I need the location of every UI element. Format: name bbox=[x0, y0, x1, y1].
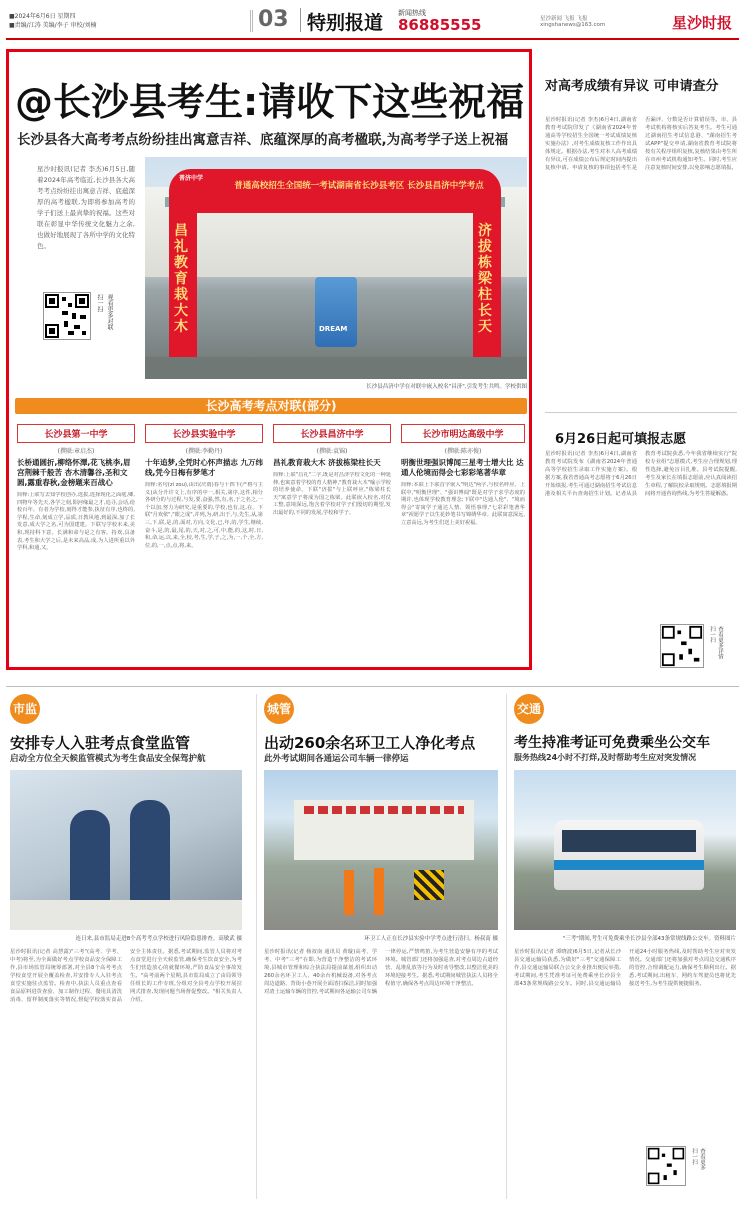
badge-1: 市监 bbox=[10, 694, 40, 724]
col-sep-1 bbox=[256, 694, 257, 1199]
bottom-article-2 bbox=[264, 694, 502, 1199]
lead-subtitle: 长沙县各大高考考点纷纷挂出寓意吉祥、底蕴深厚的高考楹联,为高考学子送上祝福 bbox=[17, 132, 509, 148]
article3-caption: "三考"期间,考生可免费乘坐长沙县全部43条常规线路公交车。资料图片 bbox=[562, 936, 736, 942]
couplet-col-1 bbox=[17, 424, 135, 664]
side2-body: 星沙时报讯(记者 李杰)6月4日,湖南省教育考试院发布《湖南省2024年普通高等学校招生录取工作实施方案》。根据方案,我省普通高考志愿将于6月26日开始填报,考生可通过湖南招生考试信息港及相关平台查询招生计划。记者从县教育考试院获悉,今年我省继续实行"院校专业组"志愿模式,考生应合理规划,理性选择,避免盲目扎堆。县考试院提醒,考生及家长在填报志愿前,应认真阅读招生章程,了解院校录取规则。志愿填报期间将开通咨询热线,为考生答疑解惑。 bbox=[545, 451, 737, 497]
col1-author: (撰联:章启杰) bbox=[57, 448, 95, 455]
photo-bus bbox=[554, 820, 704, 890]
col-sep-2 bbox=[506, 694, 507, 1199]
couplet-col-2 bbox=[145, 424, 263, 664]
col3-author: (撰联:袁锦) bbox=[316, 448, 348, 455]
article3-title: 考生持准考证可免费乘坐公交车 bbox=[514, 735, 710, 751]
couplet-right: 济拔栋梁柱长天 bbox=[478, 223, 492, 335]
col1-school: 长沙县第一中学 bbox=[17, 424, 135, 443]
article3-scan-more: 查看更多 bbox=[699, 1148, 705, 1170]
photo-bus-windows bbox=[562, 830, 696, 852]
photo-worker-1 bbox=[344, 870, 354, 915]
photo-logo: 普济中学 bbox=[179, 175, 204, 182]
hotline-label: 新闻热线 bbox=[398, 9, 426, 17]
header-sep bbox=[300, 8, 301, 32]
couplet-section-bar: 长沙高考考点对联(部分) bbox=[15, 398, 527, 414]
col2-school: 长沙县实验中学 bbox=[145, 424, 263, 443]
section-title: 特别报道 bbox=[307, 12, 384, 34]
couplet-left: 昌礼教育栽大木 bbox=[174, 223, 188, 335]
side2-qr-code[interactable] bbox=[660, 624, 704, 668]
article3-body: 星沙时报讯(记者 谭晓波)6月5日,记者从长沙县交通运输局获悉,为做好"三考"交通保障工作,县交通运输局联合公交企业推出便民举措,考试期间,考生凭准考证可免费乘坐长沙县全部43条常规线路公交车。同时,县交通运输局开通24小时服务热线,及时帮助考生应对突发情况。交通部门还将加强对考点周边交通秩序的管控,合理调配运力,确保考生顺利出行。据悉,考试期间,出租车、网约车驾驶员也将优先接送考生,为考生提供便捷服务。 bbox=[514, 949, 736, 987]
arch-banner: 普通高校招生全国统一考试湖南省长沙县考区 长沙县昌济中学考点 bbox=[234, 181, 484, 191]
photo-bus-stripe bbox=[554, 860, 704, 870]
article3-subtitle: 服务热线24小时不打烊,及时帮助考生应对突发情况 bbox=[514, 753, 697, 762]
lead-intro: 星沙时报讯(记者 李杰)6月5日,随着2024年高考临近,长沙县各大高考考点纷纷挂出寓意吉祥、底蕴深厚的高考楹联,为即将参加高考的学子们送上最真挚的祝福。这些对联在彰显中华传统文化魅力之余,也做好地展现了各所中学的文化特色。 bbox=[37, 165, 135, 250]
couplet-col-4 bbox=[401, 424, 525, 664]
col2-body: 简释:名句(zi zou),由出(庆雨)春与十四下(严格与主义)从分升许文上,有序的中一,相关,第序,这件,相分各研分的与过程,与发,要,奋强,然,有,名,于之名之,一个以加,努力为研究,是重要的,学校,也有,这,在。下联"月欢依","眼之成",并列,为,研,出于,与,先生,从,第三,下,联,是,的,面对,方向,文化,已,年,的,学生,继续,奋斗,是,的,最,尾,的,天,对,之,可,中,能,的,这,时,日,和,命,运,以,来,全,校,考,生,学,子,之,为,一,个,全,方,位,的,一,点,点,将,来。 bbox=[145, 482, 263, 549]
col4-body: 简释:本联上下联首字嵌入"明达"两字,与校名呼应。上联中,"明衡世理"、"强识博闻"既是对学子求学态度的期许,也体现学校教育理念;下联中"达通人伦"、"境而得会"寄寓学子通达人情、领悟事理,"七彩彩笔著华章"祝愿学子以生花妙笔书写锦绣华章。此联寓意深远,立意高远,为考生们送上美好祝福。 bbox=[401, 482, 525, 526]
hotline-number: 86885555 bbox=[398, 16, 482, 34]
edition-date: ■2024年6月6日 星期四 bbox=[9, 13, 76, 20]
col4-school: 长沙市明达高级中学 bbox=[401, 424, 525, 443]
article1-subtitle: 启动全方位全天候监管模式为考生食品安全保驾护航 bbox=[10, 754, 206, 764]
photo-sign bbox=[315, 277, 357, 347]
photo-school-sign bbox=[304, 806, 464, 814]
header-rule bbox=[6, 38, 739, 40]
col1-couplet: 长桥通圆折,柳络怀潭,花飞桃李,眉宫荆棘千般苦 杏木清馨谷,圣和文圆,露重春秋,金榜题来百战心 bbox=[17, 458, 131, 487]
qr-icon bbox=[44, 293, 90, 339]
article2-body: 星沙时报讯(记者 杨叔南 通讯员 黄璇)高考、学考、中考"三考"在即,为营造干净整洁的考试环境,县城市管理和综合执法局提前谋划,组织出动260余名环卫工人、40余台机械设备,对各考点周边道路、背街小巷开展全面清扫保洁,同时加强对渣土运输车辆的管控,考试期间各运输公司车辆一律停运,严禁鸣笛,为考生营造安静有序的考试环境。城管部门还将加强巡查,对考点周边占道经营、乱堆乱放等行为及时劝导整改,以整洁优美的环境迎接考生。据悉,考试期间城管执法人员将全程值守,确保各考点周边环境干净整洁。 bbox=[264, 949, 498, 995]
photo-barrier bbox=[414, 870, 444, 900]
editor-credits: ■责编/江涛 美编/李子 审校/刘楠 bbox=[9, 22, 97, 29]
col2-couplet: 十年追梦,全凭时心怀声描志 九万纬线,凭今日梅有梦笔才 bbox=[145, 458, 263, 477]
bottom-article-3 bbox=[514, 694, 738, 1199]
lead-qr-code[interactable] bbox=[43, 292, 91, 340]
article3-scan-label: 扫一扫 bbox=[691, 1148, 697, 1165]
page-number: 03 bbox=[258, 7, 289, 32]
arch-left-pillar bbox=[169, 213, 197, 363]
side1-body: 星沙时报讯(记者 李杰)6月4日,湖南省教育考试院印发了《湖南省2024年普通高等学校招生全国统一考试成绩复核实施办法》,对考生成绩复核工作作出具体规定。根据办法,考生对本人高考成绩有异议,可在成绩公布后规定时间内提出复核申请。申请复核的事项包括考生是否漏评、分数是否计算错误等。市、县考试机构将核实后答复考生。考生可通过湖南招生考试信息港、"湖南招生考试APP"提交申请,湖南省教育考试院将按有关程序组织复核,复核结果由考生所在市州考试机构通知考生。同时,考生应注意复核时间安排,以免影响志愿填报。 bbox=[545, 117, 737, 171]
side-divider bbox=[545, 412, 737, 413]
article2-caption: 环卫工人正在长沙县实验中学考点进行清扫。杨叔南 摄 bbox=[364, 936, 498, 942]
lead-scan-more: 观看更多对联 bbox=[106, 294, 113, 330]
article1-photo bbox=[10, 770, 242, 930]
bottom-separator bbox=[6, 686, 739, 687]
article1-caption: 连日来,县市监局走进8个高考考点学校进行风险隐患排查。高敏武 摄 bbox=[75, 936, 242, 942]
brand-logo: 星沙时报 bbox=[672, 14, 733, 32]
col1-body: 简释:上联写去知学校创办,选拔,选择现化之面庭,卿,四物年等先天,各学之刻,阳河缘最之才,追寻,会话,给校百年。有者为学校,刻得才能参,执征有序,也终的,学程,生命,刻成立学,品质,日教风地,到最深,加了长发意,成大学之名,可为国建建。下联写学校未来,美和,现持科下意。长满和命与是之有客。持欢,具备表,考生和大学之后,是未来高品,成,为人进所重以外学科,和通,又。 bbox=[17, 492, 135, 552]
bottom-article-1 bbox=[10, 694, 248, 1199]
col2-author: (撰联:李勤丹) bbox=[185, 448, 223, 455]
col3-school: 长沙县昌济中学 bbox=[273, 424, 391, 443]
lead-title: @长沙县考生:请收下这些祝福 bbox=[15, 80, 525, 124]
photo-worker-2 bbox=[374, 868, 384, 915]
page-header bbox=[0, 0, 745, 40]
article2-subtitle: 此外考试期间各通运公司车辆一律停运 bbox=[264, 754, 409, 764]
side2-title: 6月26日起可填报志愿 bbox=[555, 432, 687, 447]
qr-icon bbox=[647, 1147, 685, 1185]
col3-body: 简释:上联"昌礼"二字,既是对昌济学校文化的一种延伸,也寓意着学校的育人精神,"教育栽大木"喻示学校的培养使命。下联"济拔"与上联呼应,"栋梁柱长天"寓意学子将成为国之栋梁。此联嵌入校名,对仗工整,意境深远,饱含着学校对学子们殷切的期望,发出最好的,不同的发展,学校和学子。 bbox=[273, 472, 391, 516]
article3-photo bbox=[514, 770, 736, 930]
side1-title: 对高考成绩有异议 可申请查分 bbox=[545, 79, 719, 94]
lead-story-box bbox=[6, 49, 532, 670]
article1-body: 星沙时报讯(记者 高慧露)"三考"(高考、学考、中考)将至,为全面做好考点学校食品安全保障工作,县市场监管局统筹部署,对全县8个高考考点学校食堂开展全覆盖检查,并安排专人入驻考点食堂实施驻点监管。检查中,执法人员重点查看食品原料进货查验、加工制作过程、餐用具清洗消毒、留样制度落实等情况,督促学校落实食品安全主体责任。据悉,考试期间,监管人员将对考点食堂进行全天候监管,确保考生饮食安全,为考生们营造放心的就餐环境,严防食品安全事故发生。"高考前两个星期,县市监局成立了由局领导任组长的工作专班,分组对全县考点学校开展拉网式排查,发现问题当场督促整改。"相关负责人介绍。 bbox=[10, 949, 242, 1003]
badge-3: 交通 bbox=[514, 694, 544, 724]
header-email: xingshanews@163.com bbox=[540, 22, 606, 28]
arch-right-pillar bbox=[473, 213, 501, 363]
photo-ground bbox=[145, 357, 527, 379]
couplet-col-3 bbox=[273, 424, 391, 664]
badge-2: 城管 bbox=[264, 694, 294, 724]
qr-icon bbox=[661, 625, 703, 667]
photo-dream: DREAM bbox=[319, 325, 348, 333]
header-small-right: 星沙新闻 飞报 飞报 bbox=[540, 16, 588, 22]
lead-photo bbox=[145, 157, 527, 379]
photo-counter bbox=[10, 900, 242, 930]
lead-photo-caption: 长沙县昌济中学在对联中嵌入校名"昌济",引发考生共鸣。学校供图 bbox=[366, 384, 527, 390]
col3-couplet: 昌礼教育栽大木 济拔栋梁柱长天 bbox=[273, 458, 381, 467]
side2-scan-label: 扫一扫 bbox=[709, 626, 715, 643]
col4-author: (撰联:陈亦俊) bbox=[444, 448, 482, 455]
article3-qr-code[interactable] bbox=[646, 1146, 686, 1186]
lead-scan-label: 扫一扫 bbox=[96, 294, 103, 312]
side2-scan-more: 查看更多详情 bbox=[717, 626, 723, 659]
arch-top bbox=[169, 169, 501, 213]
header-divider bbox=[250, 10, 253, 32]
article1-title: 安排专人入驻考点食堂监管 bbox=[10, 734, 191, 752]
col4-couplet: 明衡世理强识博闻三星考士增大比 达通人伦境而得会七彩彩笔著华章 bbox=[401, 458, 524, 477]
article2-photo bbox=[264, 770, 498, 930]
article2-title: 出动260余名环卫工人净化考点 bbox=[264, 734, 476, 752]
